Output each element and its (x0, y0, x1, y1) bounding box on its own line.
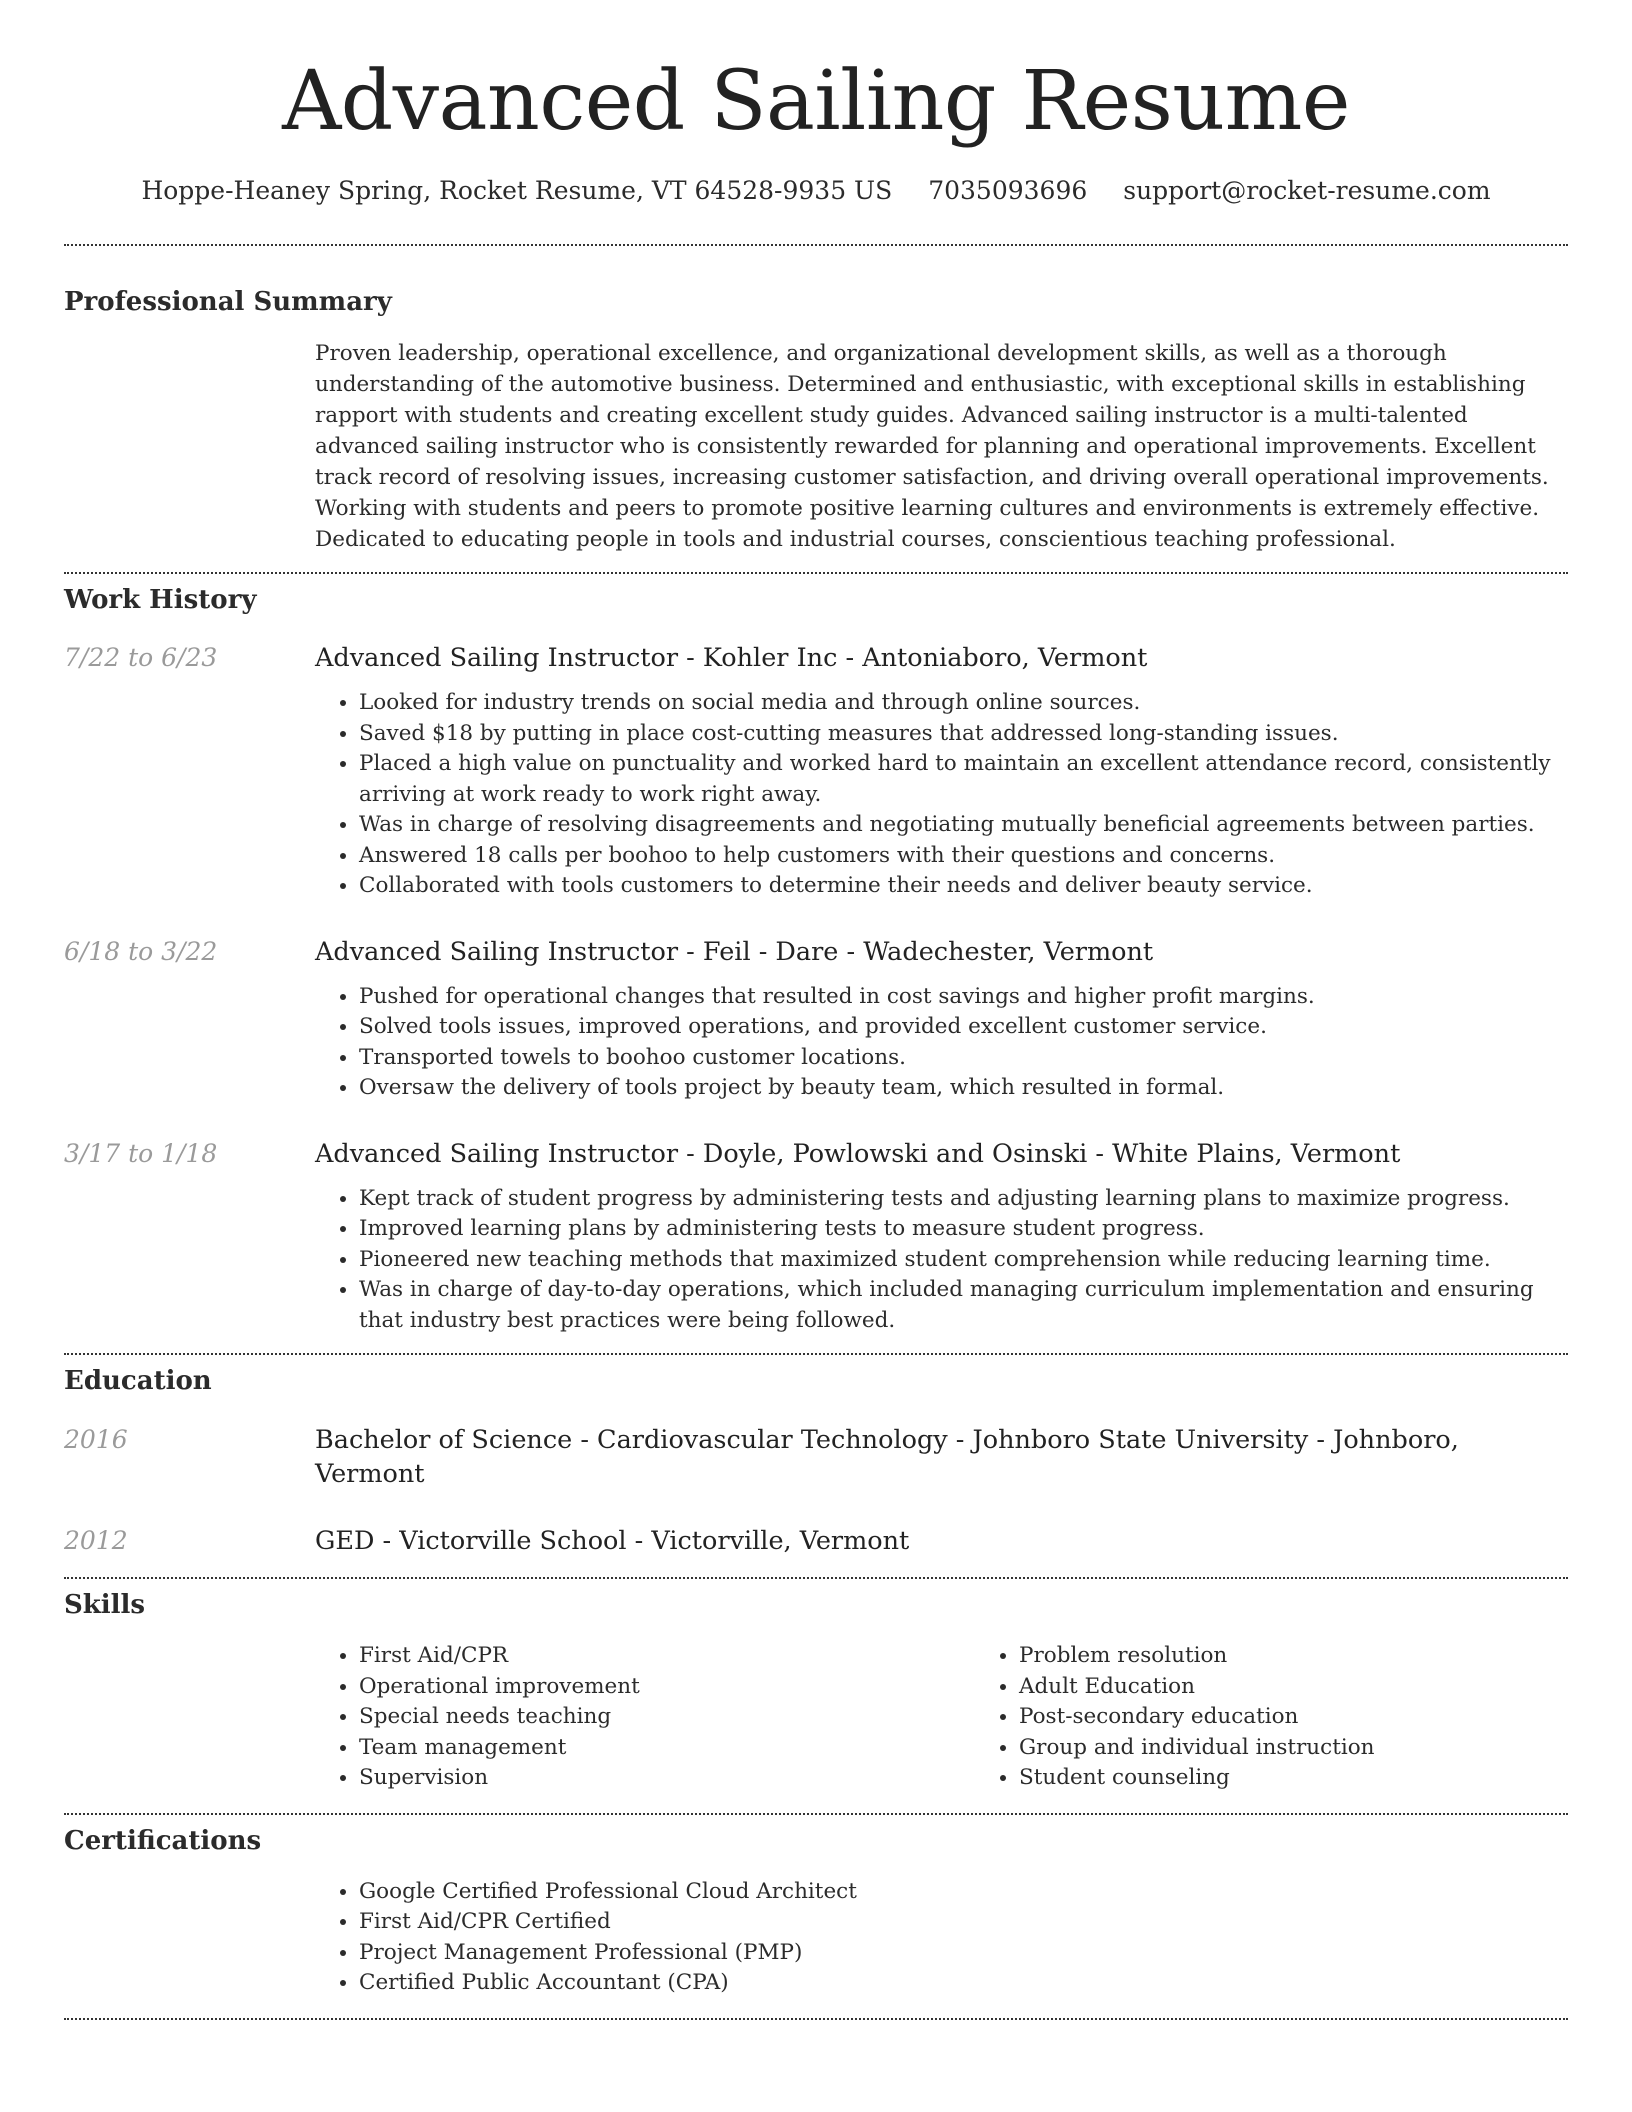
list-item: • Placed a high value on punctuality and worked hard to maintain an excellent attendance record, consistently arriving at work ready to work right away. (359, 749, 1568, 810)
contact-phone: 7035093696 (928, 176, 1088, 205)
list-item: • Oversaw the delivery of tools project by beauty team, which resulted in formal. (359, 1073, 1568, 1104)
education-degree: GED - Victorville School - Victorville, Vermont (315, 1526, 910, 1556)
education-section (64, 1364, 1568, 1558)
skills-list-right (975, 1641, 1632, 1794)
education-heading: Education (64, 1366, 212, 1396)
list-item: • Transported towels to boohoo customer locations. (359, 1043, 1568, 1074)
list-item: • Post-secondary education (1019, 1702, 1632, 1733)
job-entry (64, 1137, 1568, 1337)
job-title: Advanced Sailing Instructor - Doyle, Powlowski and Osinski - White Plains, Vermont (315, 1138, 1401, 1169)
job-entry (64, 935, 1568, 1104)
job-bullets (315, 1184, 1568, 1337)
education-entry (64, 1524, 1568, 1558)
list-item: • Kept track of student progress by administering tests and adjusting learning plans to maximize progress. (359, 1184, 1568, 1215)
list-item: • Problem resolution (1019, 1641, 1632, 1672)
section-divider (64, 2018, 1568, 2020)
list-item: • Certified Public Accountant (CPA) (359, 1968, 1568, 1999)
job-bullets (315, 982, 1568, 1104)
list-item: • Pushed for operational changes that resulted in cost savings and higher profit margins. (359, 982, 1568, 1013)
work-history-heading: Work History (64, 585, 257, 615)
list-item: • Group and individual instruction (1019, 1733, 1632, 1764)
skills-list-left (315, 1641, 975, 1794)
job-title: Advanced Sailing Instructor - Kohler Inc - Antoniaboro, Vermont (315, 643, 1148, 673)
list-item: • Was in charge of resolving disagreements and negotiating mutually beneficial agreements between parties. (359, 810, 1568, 841)
education-entry (64, 1423, 1568, 1491)
list-item: • Was in charge of day-to-day operations, which included managing curriculum implementation and ensuring that industry best practices were being followed. (359, 1275, 1568, 1336)
job-dates: 3/17 to 1/18 (64, 1138, 218, 1168)
list-item: • Saved $18 by putting in place cost-cutting measures that addressed long-standing issues. (359, 719, 1568, 750)
job-bullets (315, 688, 1568, 902)
section-divider (64, 572, 1568, 574)
job-title: Advanced Sailing Instructor - Feil - Dare - Wadechester, Vermont (315, 936, 1154, 967)
list-item: • Operational improvement (359, 1672, 975, 1703)
list-item: • First Aid/CPR (359, 1641, 975, 1672)
job-dates: 6/18 to 3/22 (64, 936, 218, 966)
list-item: • Project Management Professional (PMP) (359, 1938, 1568, 1969)
summary-heading: Professional Summary (64, 287, 392, 317)
resume-title: Advanced Sailing Resume (282, 54, 1350, 149)
section-divider (64, 1813, 1568, 1815)
list-item: • Google Certified Professional Cloud Architect (359, 1877, 1568, 1908)
summary-text: Proven leadership, operational excellence, and organizational development skills, as well as a thorough understanding of the automotive business. Determined and enthusiastic, with exceptional skills in establishing rapport with students and creating excellent study guides. Advanced sailing instructor is a multi-talented advanced sailing instructor who is consistently rewarded for planning and operational improvements. Excellent track record of resolving issues, increasing customer satisfaction, and driving overall operational improvements. Working with students and peers to promote positive learning cultures and environments is extremely effective. Dedicated to educating people in tools and industrial courses, conscientious teaching professional. (315, 341, 1549, 552)
summary-section (64, 285, 1568, 555)
list-item: • Looked for industry trends on social media and through online sources. (359, 688, 1568, 719)
job-dates: 7/22 to 6/23 (64, 643, 218, 672)
education-degree: Bachelor of Science - Cardiovascular Technology - Johnboro State University - Johnboro, Vermont (315, 1425, 1459, 1489)
list-item: • Solved tools issues, improved operations, and provided excellent customer service. (359, 1012, 1568, 1043)
contact-email: support@rocket-resume.com (1123, 176, 1491, 205)
list-item: • First Aid/CPR Certified (359, 1907, 1568, 1938)
section-divider (64, 244, 1568, 246)
list-item: • Improved learning plans by administering tests to measure student progress. (359, 1214, 1568, 1245)
certifications-list (315, 1877, 1568, 1999)
list-item: • Student counseling (1019, 1763, 1632, 1794)
skills-section (64, 1588, 1568, 1794)
list-item: • Adult Education (1019, 1672, 1632, 1703)
list-item: • Supervision (359, 1763, 975, 1794)
list-item: • Team management (359, 1733, 975, 1764)
section-divider (64, 1353, 1568, 1355)
list-item: • Answered 18 calls per boohoo to help customers with their questions and concerns. (359, 841, 1568, 872)
work-history-section (64, 583, 1568, 1336)
skills-heading: Skills (64, 1590, 146, 1620)
section-divider (64, 1577, 1568, 1579)
list-item: • Pioneered new teaching methods that maximized student comprehension while reducing learning time. (359, 1245, 1568, 1276)
list-item: • Collaborated with tools customers to determine their needs and deliver beauty service. (359, 871, 1568, 902)
list-item: • Special needs teaching (359, 1702, 975, 1733)
certifications-section (64, 1824, 1568, 1999)
job-entry (64, 641, 1568, 902)
contact-address: Hoppe-Heaney Spring, Rocket Resume, VT 64528-9935 US (141, 176, 893, 205)
contact-line (64, 174, 1568, 208)
certifications-heading: Certifications (64, 1825, 262, 1856)
education-year: 2016 (64, 1425, 128, 1454)
education-year: 2012 (64, 1526, 128, 1555)
